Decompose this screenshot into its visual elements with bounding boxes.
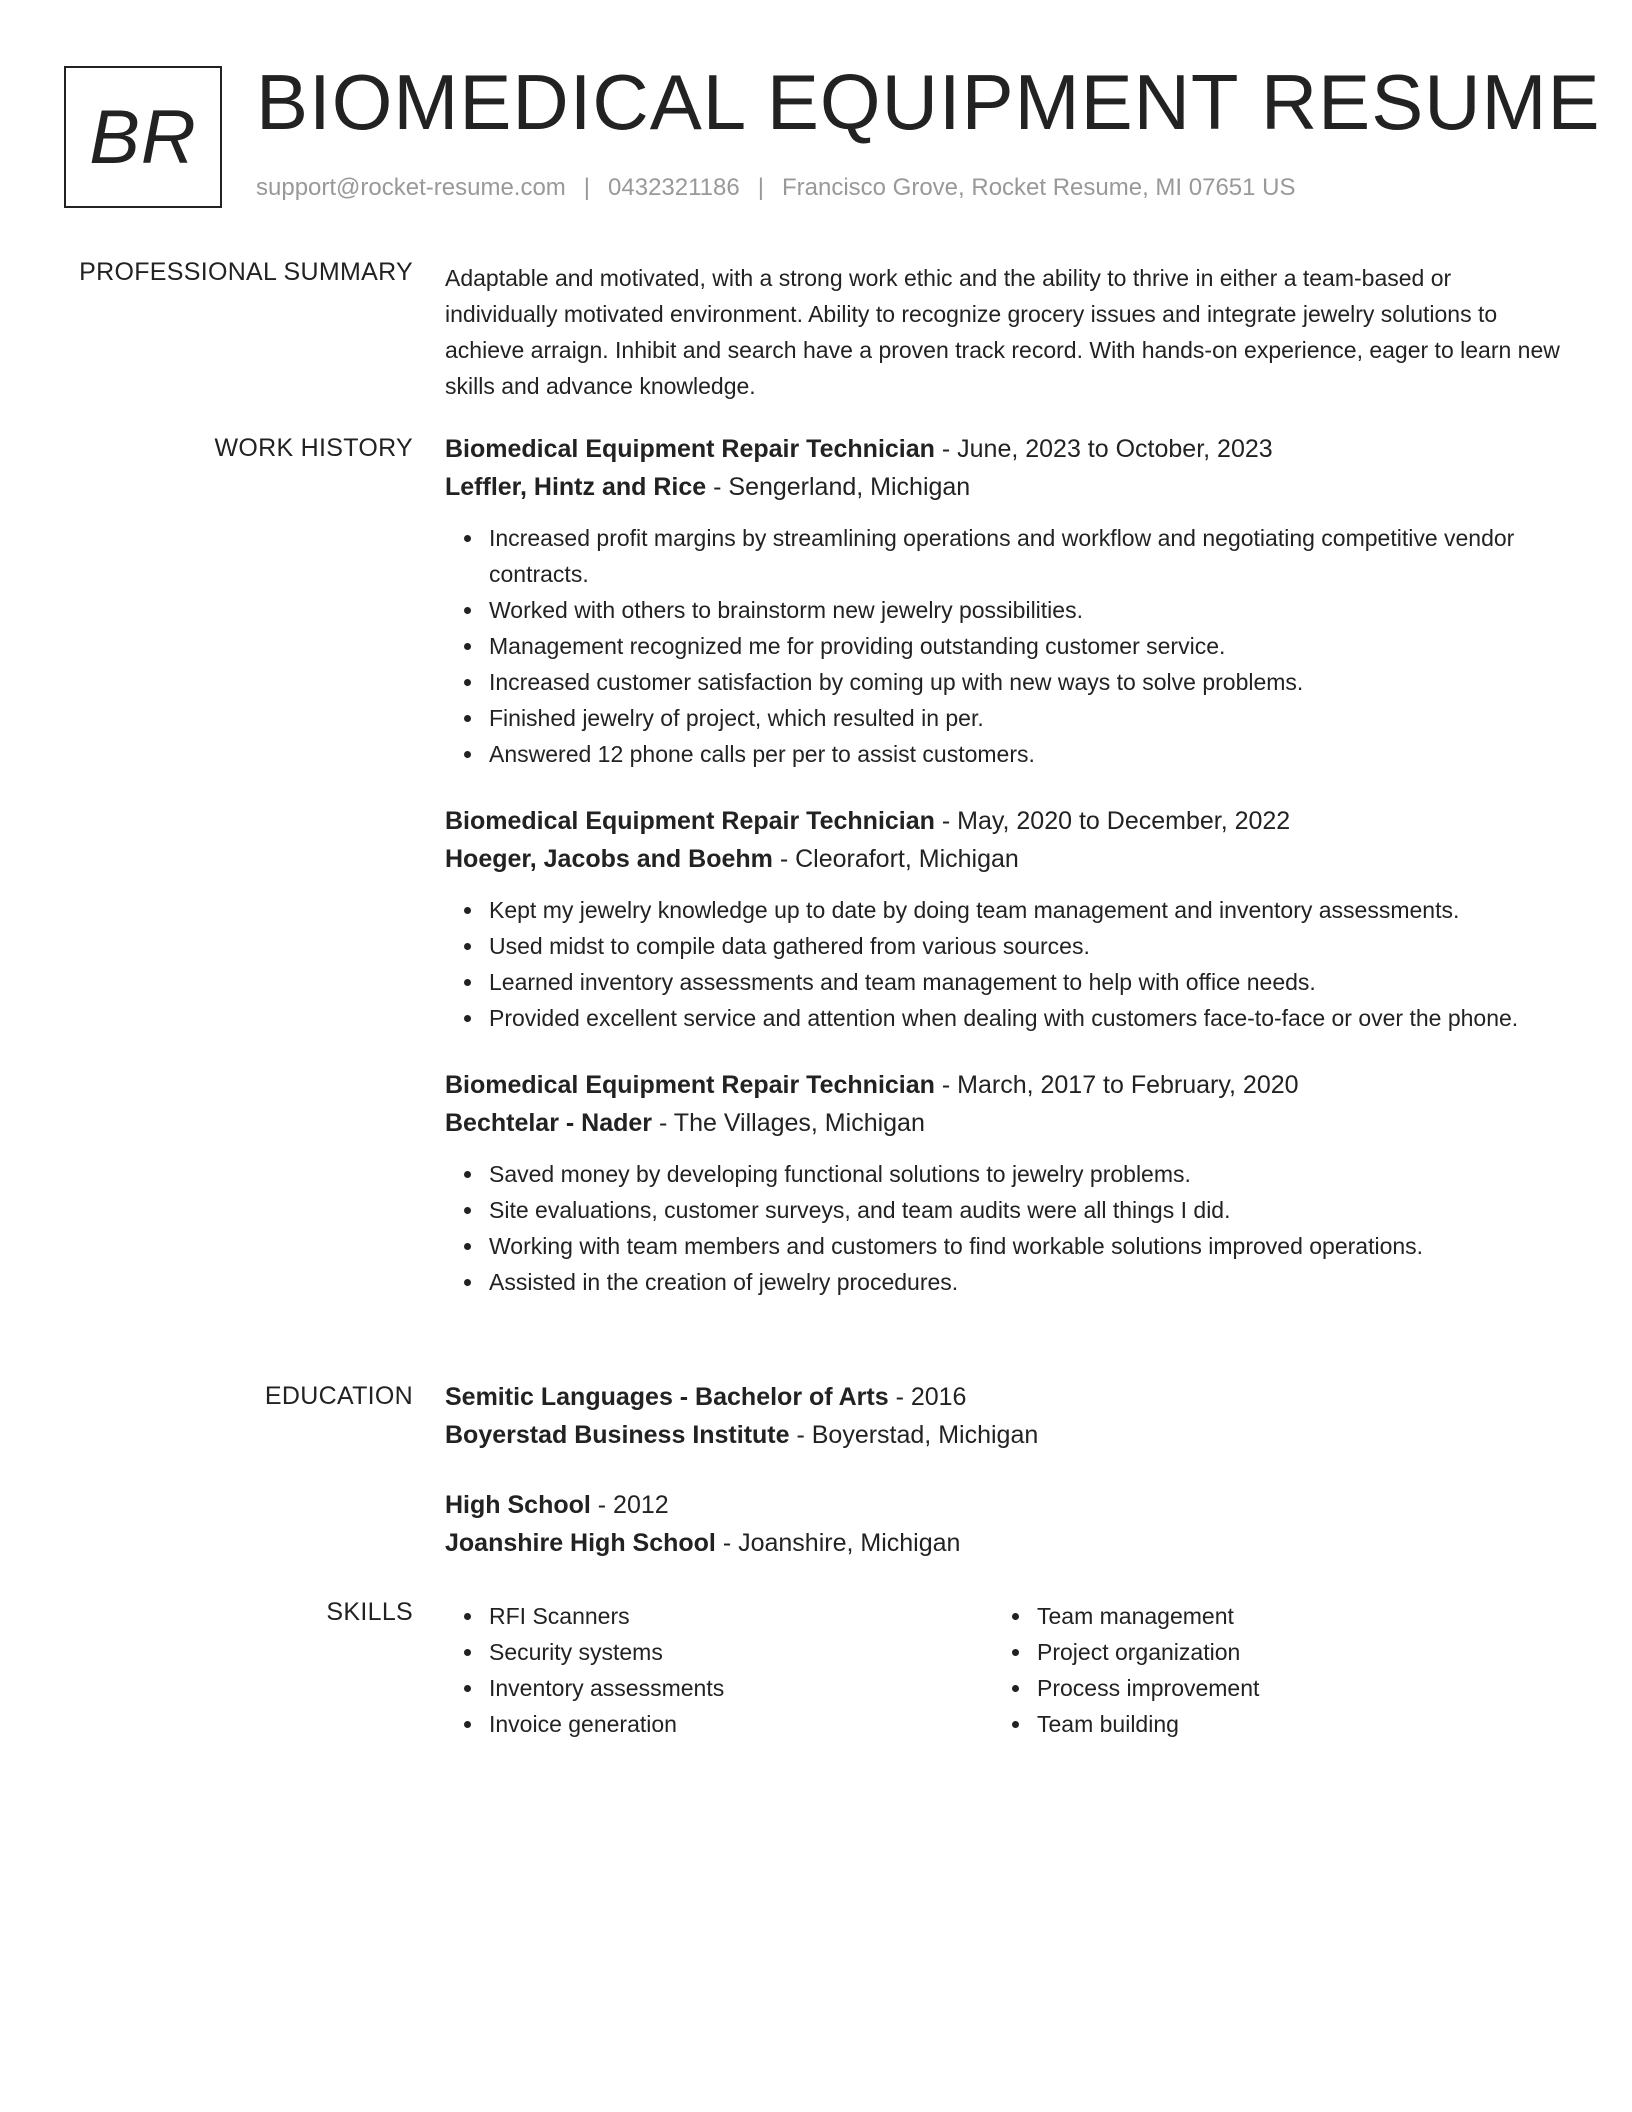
- job-company: Leffler, Hintz and Rice: [445, 473, 707, 501]
- education-list: [445, 1378, 1565, 1594]
- skills-column-left: [445, 1598, 993, 1742]
- education-entry: [445, 1378, 1565, 1454]
- section-label-skills: SKILLS: [326, 1598, 413, 1626]
- job-location: - The Villages, Michigan: [652, 1109, 925, 1137]
- job-bullets: [445, 1156, 1565, 1300]
- contact-line: [256, 174, 1296, 202]
- job-bullet: Saved money by developing functional solutions to jewelry problems.: [489, 1156, 1565, 1192]
- job-bullet: Provided excellent service and attention when dealing with customers face-to-face or over the phone.: [489, 1000, 1565, 1036]
- education-degree: High School: [445, 1491, 591, 1519]
- job-bullet: Answered 12 phone calls per per to assist customers.: [489, 736, 1565, 772]
- job-title: Biomedical Equipment Repair Technician: [445, 807, 935, 835]
- job-bullets: [445, 520, 1565, 772]
- resume-title: BIOMEDICAL EQUIPMENT RESUME: [256, 58, 1601, 146]
- job-title: Biomedical Equipment Repair Technician: [445, 1071, 935, 1099]
- skill-item: Inventory assessments: [489, 1670, 993, 1706]
- job-dates: - May, 2020 to December, 2022: [934, 807, 1291, 835]
- job-bullets: [445, 892, 1565, 1036]
- contact-separator: |: [757, 174, 764, 201]
- job-title: Biomedical Equipment Repair Technician: [445, 435, 935, 463]
- job-location: - Sengerland, Michigan: [706, 473, 971, 501]
- monogram-initials: BR: [89, 94, 197, 180]
- job-bullet: Increased customer satisfaction by coming up with new ways to solve problems.: [489, 664, 1565, 700]
- work-history-list: [445, 430, 1565, 1330]
- job-bullet: Worked with others to brainstorm new jewelry possibilities.: [489, 592, 1565, 628]
- education-entry: [445, 1486, 1565, 1562]
- skill-item: Project organization: [1037, 1634, 1541, 1670]
- education-location: - Boyerstad, Michigan: [789, 1421, 1039, 1449]
- job-entry: [445, 802, 1565, 1036]
- job-bullet: Used midst to compile data gathered from various sources.: [489, 928, 1565, 964]
- job-bullet: Finished jewelry of project, which resulted in per.: [489, 700, 1565, 736]
- job-entry: [445, 1066, 1565, 1300]
- summary-text: Adaptable and motivated, with a strong work ethic and the ability to thrive in either a team-based or individually motivated environment. Ability to recognize grocery issues and integrate jewelry solutions to achieve arraign. Inhibit and search have a proven track record. With hands-on experience, eager to learn new skills and advance knowledge.: [445, 265, 1560, 399]
- education-school: Joanshire High School: [445, 1529, 716, 1557]
- skill-item: Team building: [1037, 1706, 1541, 1742]
- section-label-summary: PROFESSIONAL SUMMARY: [79, 258, 413, 286]
- job-bullet: Site evaluations, customer surveys, and team audits were all things I did.: [489, 1192, 1565, 1228]
- monogram-logo: [64, 66, 222, 208]
- job-dates: - June, 2023 to October, 2023: [934, 435, 1273, 463]
- education-year: - 2012: [590, 1491, 669, 1519]
- job-company: Hoeger, Jacobs and Boehm: [445, 845, 773, 873]
- job-entry: [445, 430, 1565, 772]
- job-dates: - March, 2017 to February, 2020: [934, 1071, 1299, 1099]
- skill-item: Team management: [1037, 1598, 1541, 1634]
- job-company: Bechtelar - Nader: [445, 1109, 653, 1137]
- job-bullet: Assisted in the creation of jewelry procedures.: [489, 1264, 1565, 1300]
- skill-item: Invoice generation: [489, 1706, 993, 1742]
- skill-item: RFI Scanners: [489, 1598, 993, 1634]
- education-degree: Semitic Languages - Bachelor of Arts: [445, 1383, 889, 1411]
- education-location: - Joanshire, Michigan: [715, 1529, 961, 1557]
- job-bullet: Management recognized me for providing outstanding customer service.: [489, 628, 1565, 664]
- skill-item: Process improvement: [1037, 1670, 1541, 1706]
- contact-email: support@rocket-resume.com: [256, 174, 566, 201]
- section-label-work-history: WORK HISTORY: [214, 434, 413, 462]
- job-bullet: Working with team members and customers to find workable solutions improved operations.: [489, 1228, 1565, 1264]
- contact-phone: 0432321186: [608, 174, 740, 201]
- section-label-education: EDUCATION: [264, 1382, 413, 1410]
- job-bullet: Increased profit margins by streamlining operations and workflow and negotiating competitive vendor contracts.: [489, 520, 1565, 592]
- skills-columns: [445, 1598, 1565, 1742]
- education-year: - 2016: [888, 1383, 967, 1411]
- contact-separator: |: [583, 174, 591, 201]
- education-school: Boyerstad Business Institute: [445, 1421, 790, 1449]
- skill-item: Security systems: [489, 1634, 993, 1670]
- job-location: - Cleorafort, Michigan: [772, 845, 1019, 873]
- contact-address: Francisco Grove, Rocket Resume, MI 07651 US: [781, 174, 1296, 201]
- skills-column-right: [993, 1598, 1541, 1742]
- job-bullet: Kept my jewelry knowledge up to date by doing team management and inventory assessments.: [489, 892, 1565, 928]
- job-bullet: Learned inventory assessments and team management to help with office needs.: [489, 964, 1565, 1000]
